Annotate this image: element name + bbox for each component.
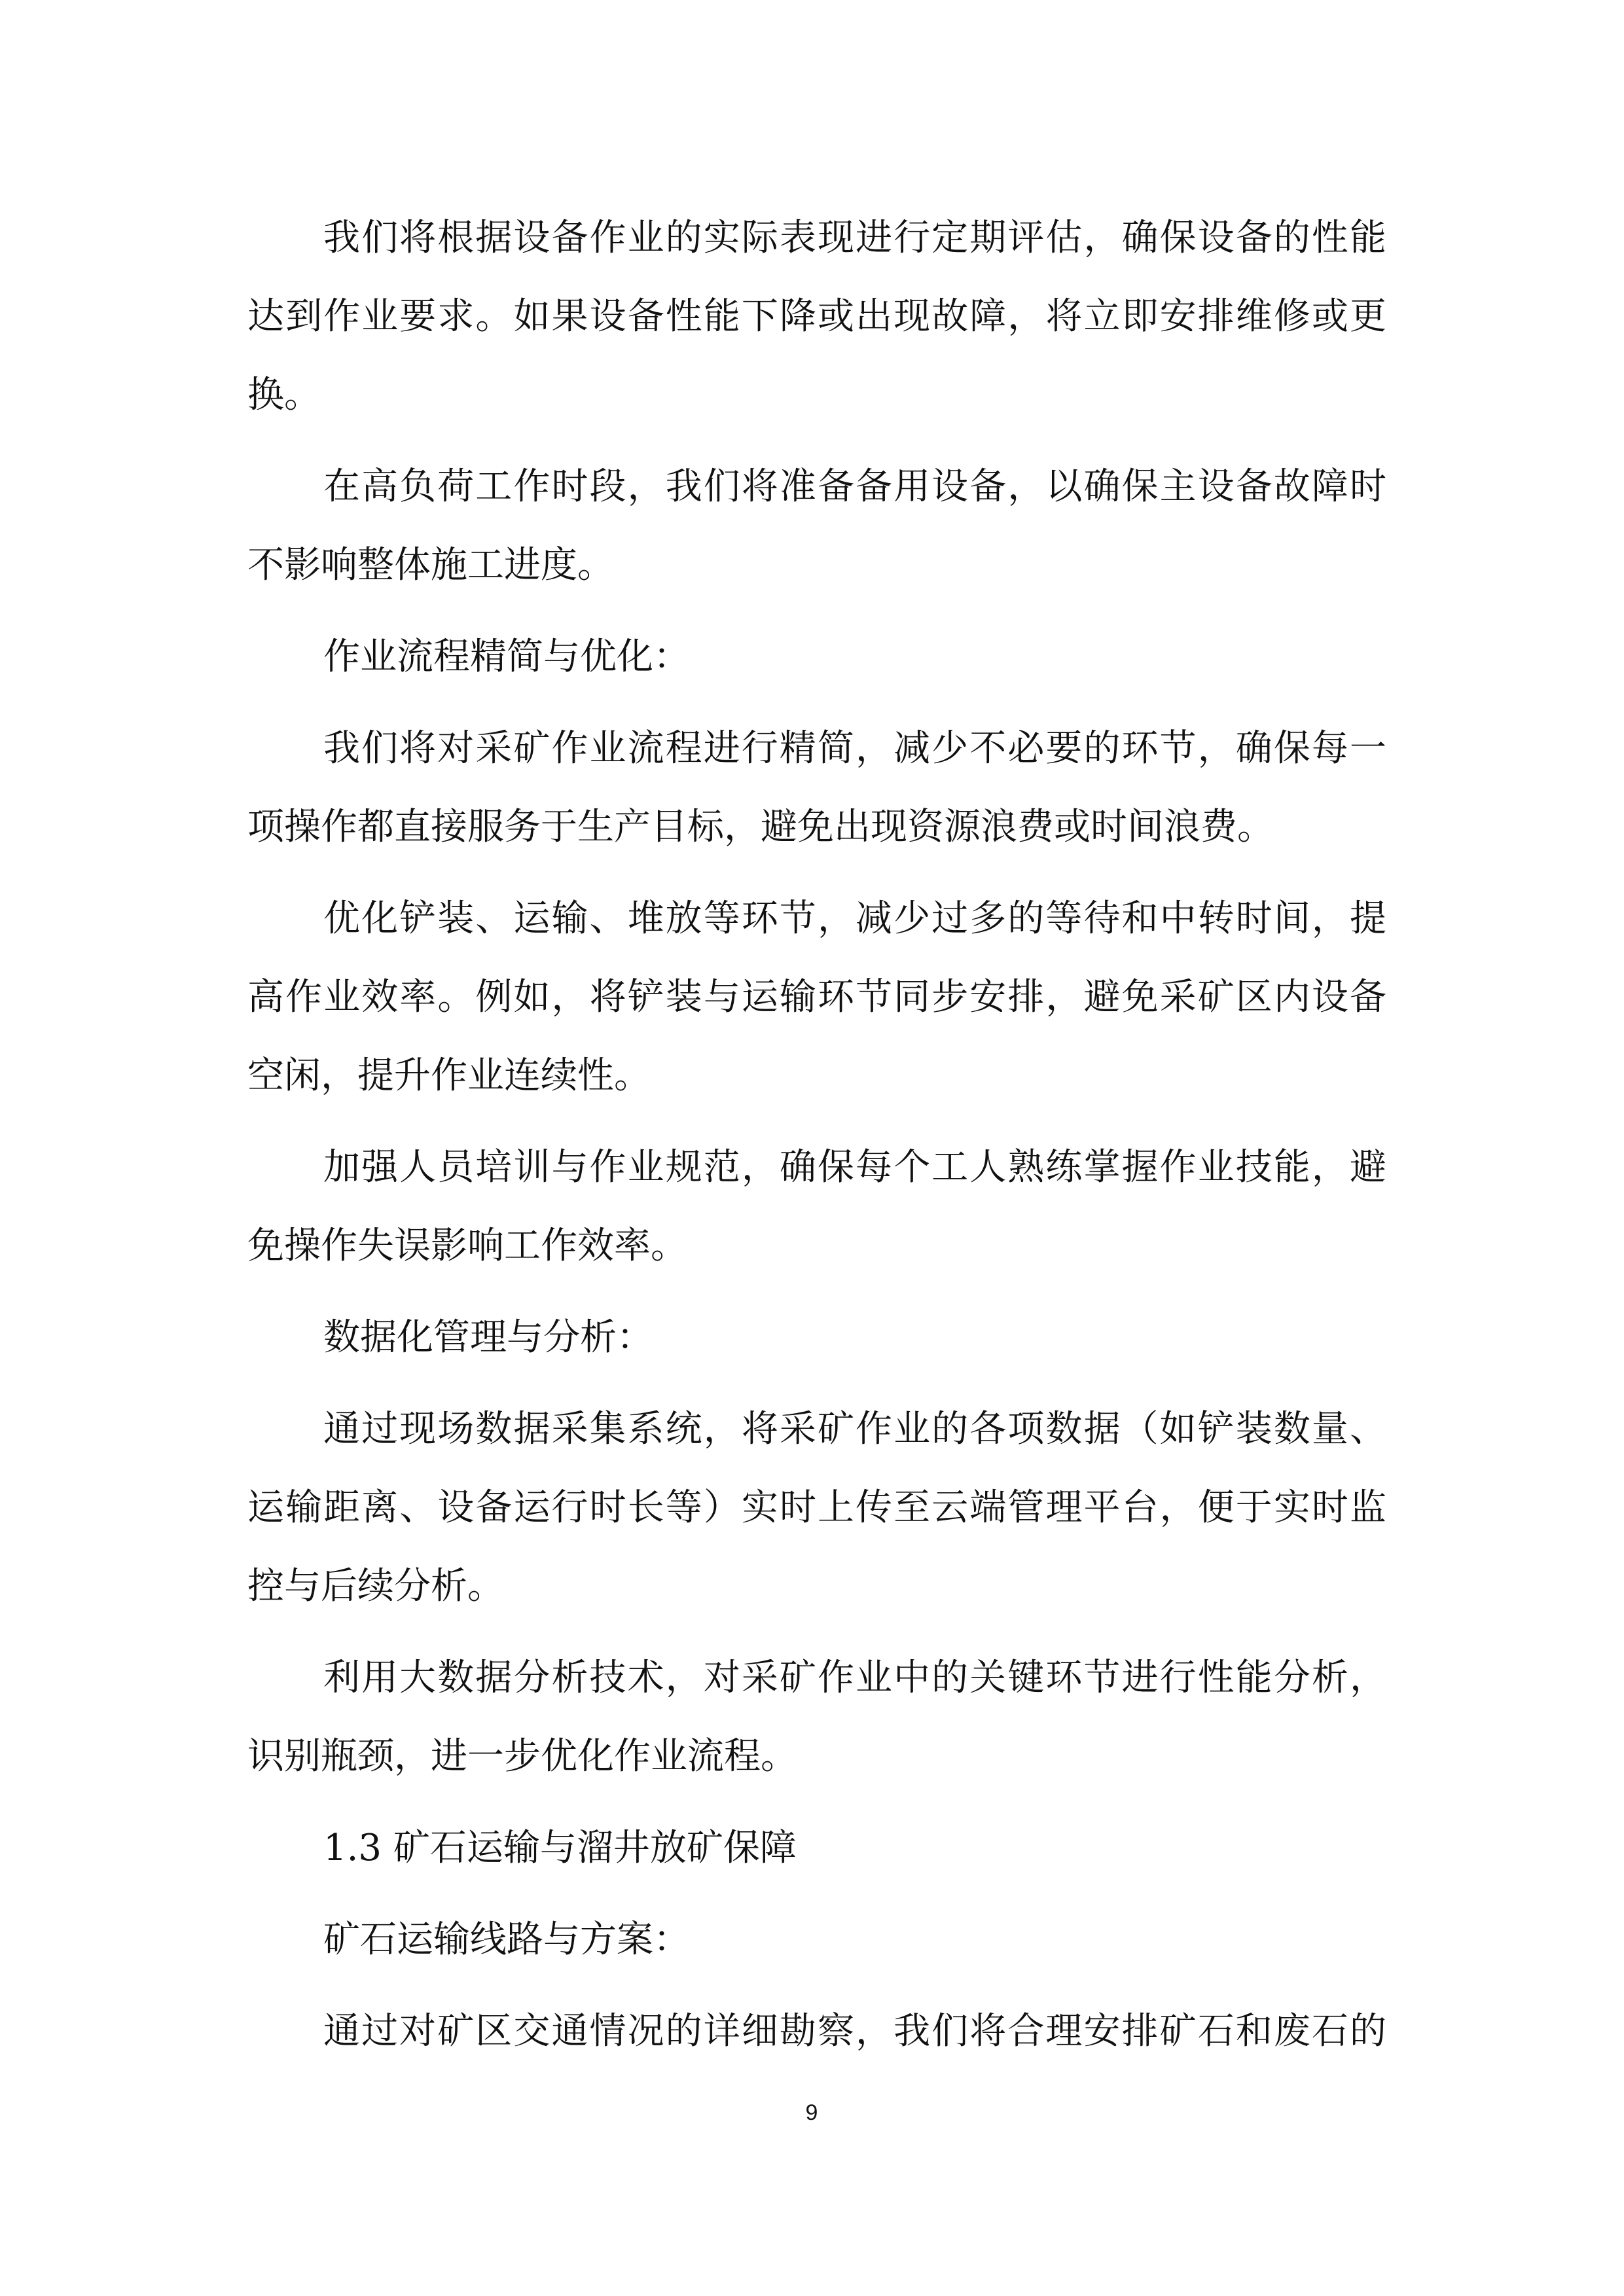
subsection-heading: 1.3 矿石运输与溜井放矿保障 xyxy=(323,1827,797,1869)
section-heading: 矿石运输线路与方案： xyxy=(323,1918,690,1961)
section-heading: 作业流程精简与优化： xyxy=(323,636,690,678)
paragraph-line: 优化铲装、运输、堆放等环节，减少过多的等待和中转时间，提 xyxy=(323,897,1386,940)
paragraph-line: 我们将对采矿作业流程进行精简，减少不必要的环节，确保每一 xyxy=(323,727,1386,770)
paragraph-line: 不影响整体施工进度。 xyxy=(247,544,614,586)
page-number: 9 xyxy=(805,2100,818,2125)
paragraph-line: 高作业效率。例如，将铲装与运输环节同步安排，避免采矿区内设备 xyxy=(247,976,1386,1018)
paragraph-line: 达到作业要求。如果设备性能下降或出现故障，将立即安排维修或更 xyxy=(247,295,1386,338)
paragraph-line: 加强人员培训与作业规范，确保每个工人熟练掌握作业技能，避 xyxy=(323,1146,1386,1189)
section-heading: 数据化管理与分析： xyxy=(323,1316,653,1359)
paragraph-line: 项操作都直接服务于生产目标，避免出现资源浪费或时间浪费。 xyxy=(247,806,1274,848)
paragraph-line: 利用大数据分析技术，对采矿作业中的关键环节进行性能分析， xyxy=(323,1657,1386,1699)
paragraph-line: 我们将根据设备作业的实际表现进行定期评估，确保设备的性能 xyxy=(323,217,1386,259)
paragraph-line: 通过对矿区交通情况的详细勘察，我们将合理安排矿石和废石的 xyxy=(323,2010,1386,2053)
paragraph-line: 空闲，提升作业连续性。 xyxy=(247,1054,651,1097)
paragraph-line: 在高负荷工作时段，我们将准备备用设备，以确保主设备故障时 xyxy=(323,465,1386,508)
paragraph-line: 通过现场数据采集系统，将采矿作业的各项数据（如铲装数量、 xyxy=(323,1408,1386,1450)
paragraph-line: 识别瓶颈，进一步优化作业流程。 xyxy=(247,1735,797,1778)
paragraph-line: 免操作失误影响工作效率。 xyxy=(247,1225,687,1267)
paragraph-line: 控与后续分析。 xyxy=(247,1565,504,1607)
paragraph-line: 运输距离、设备运行时长等）实时上传至云端管理平台，便于实时监 xyxy=(247,1486,1386,1529)
paragraph-line: 换。 xyxy=(247,374,321,416)
